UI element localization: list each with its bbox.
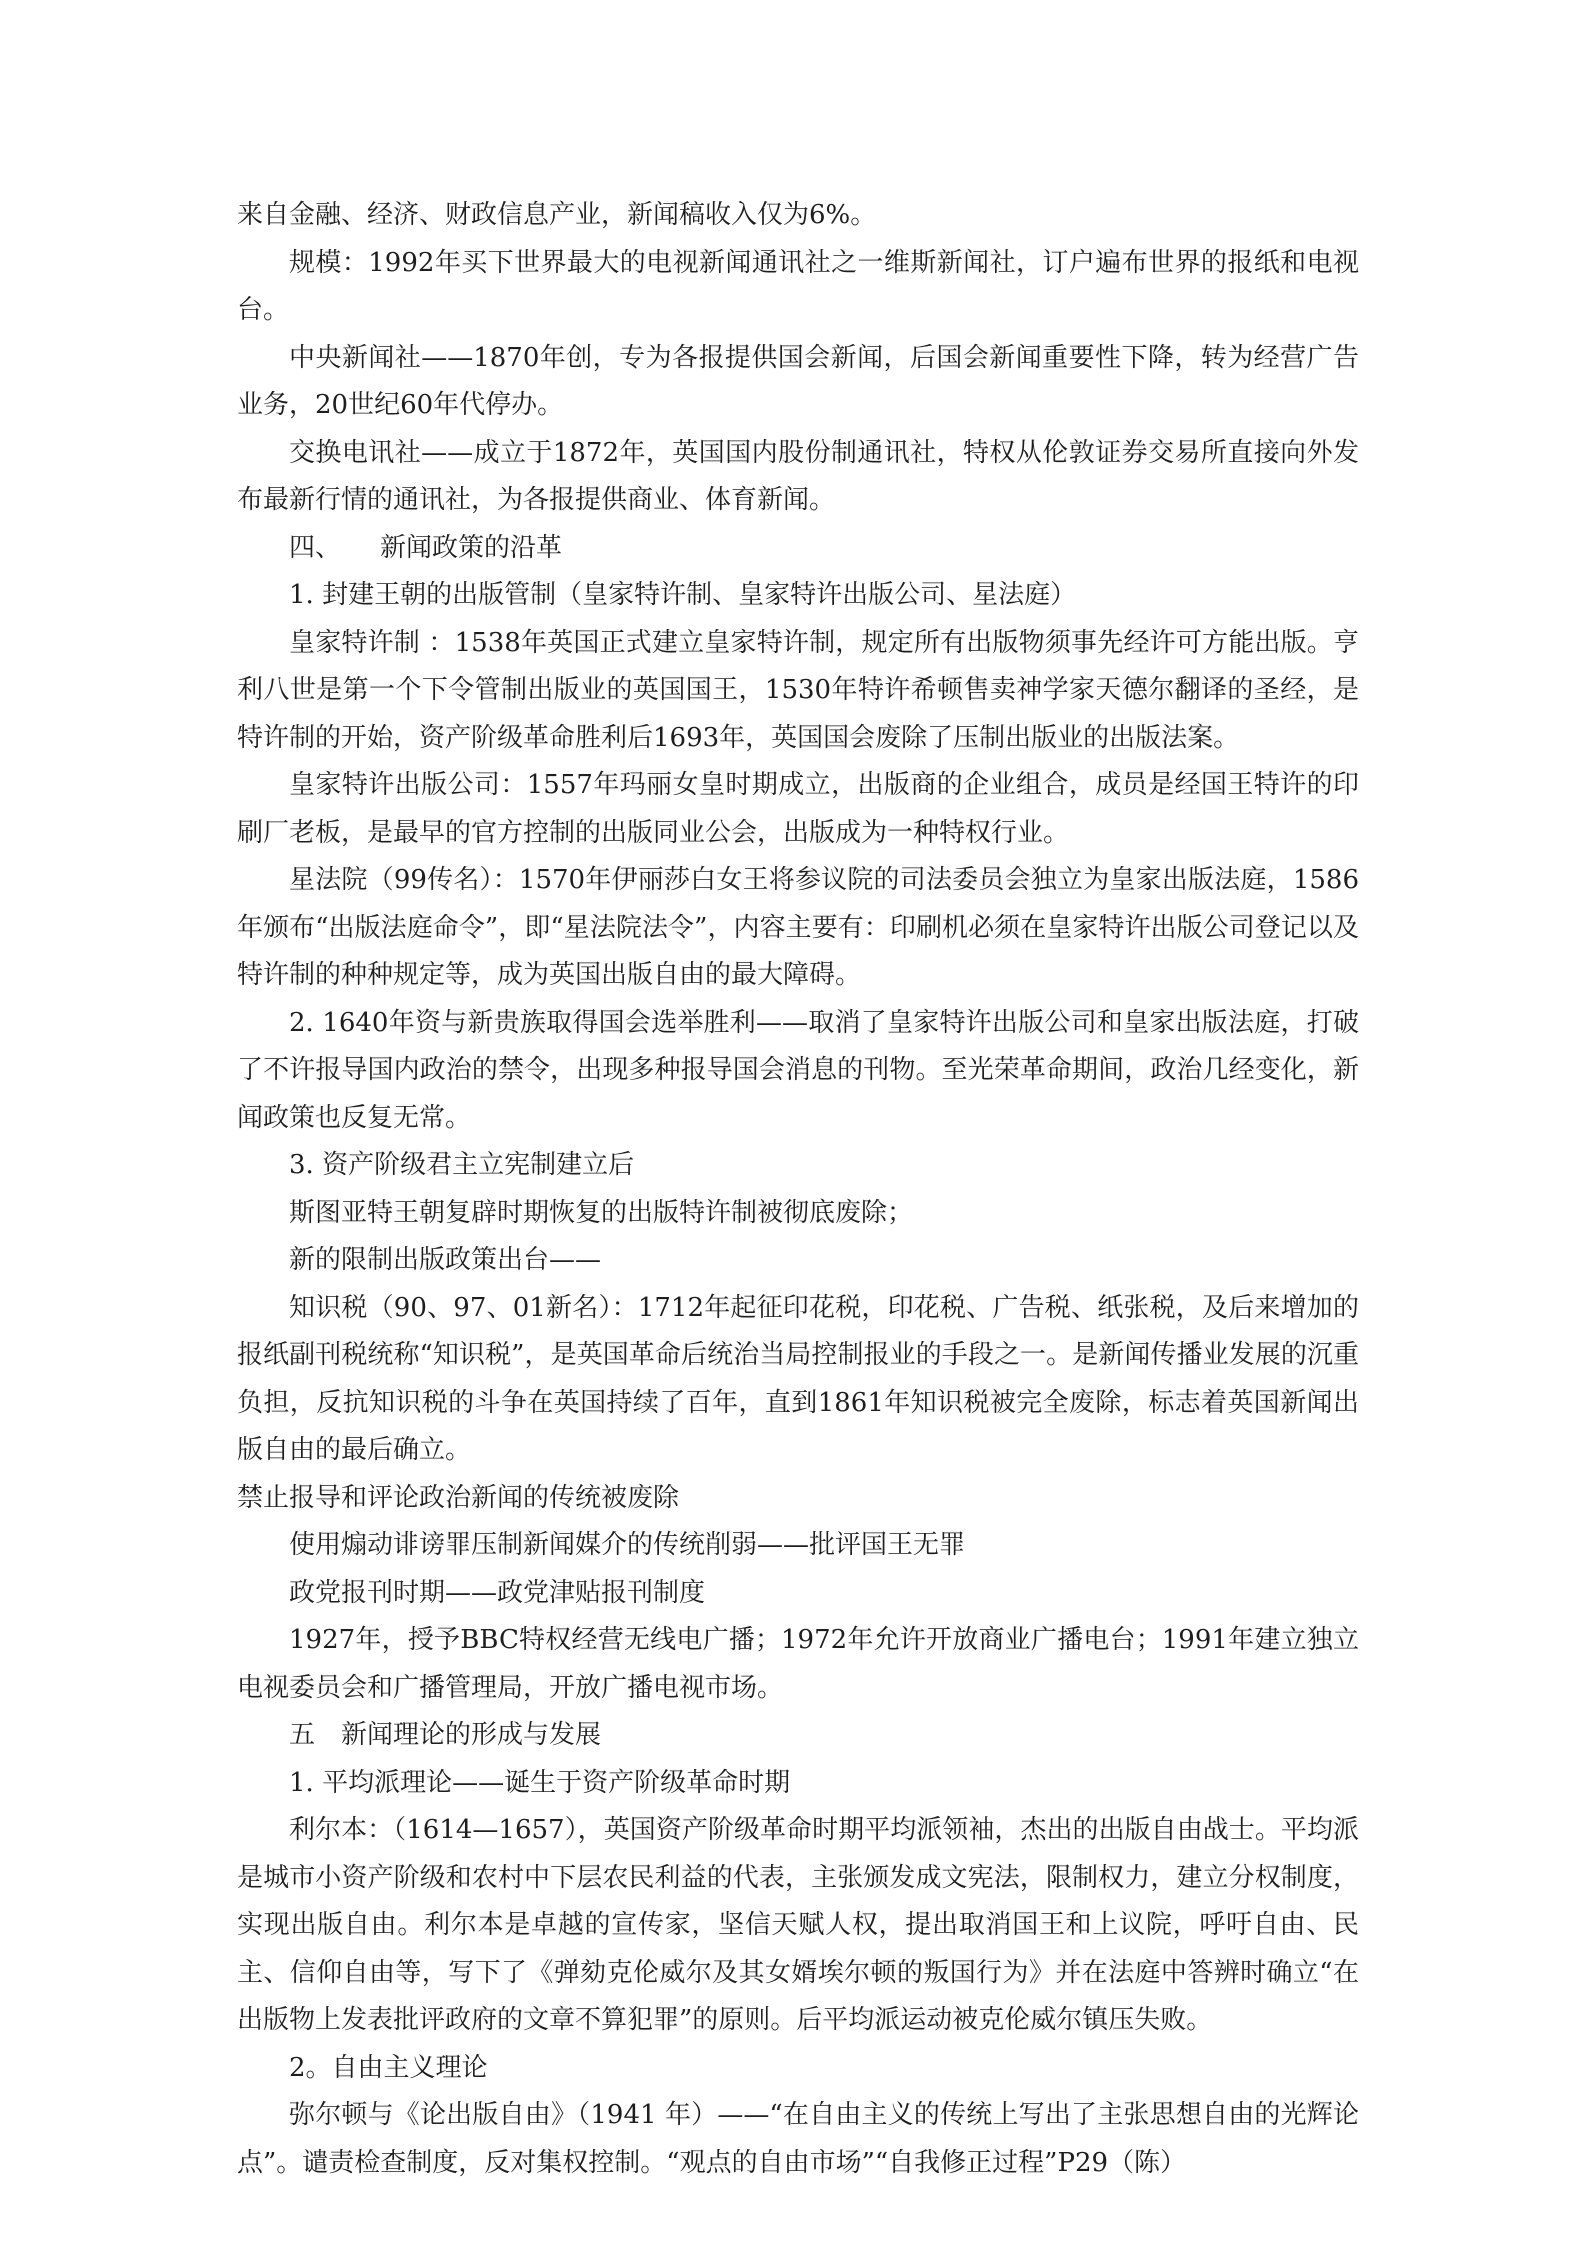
subsection-heading: 1. 平均派理论——诞生于资产阶级革命时期	[289, 1767, 791, 1798]
paragraph: 使用煽动诽谤罪压制新闻媒介的传统削弱——批评国王无罪	[289, 1530, 966, 1560]
section-heading: 四、 新闻政策的沿革	[289, 532, 563, 563]
paragraph: 交换电讯社——成立于1872年，英国国内股份制通讯社，特权从伦敦证券交易所直接向外发布最新行情的通讯社，为各报提供商业、体育新闻。	[237, 437, 1359, 515]
paragraph: 知识税（90、97、01新名）：1712年起征印花税，印花税、广告税、纸张税，及后来增加的报纸副刊税统称“知识税”，是英国革命后统治当局控制报业的手段之一。是新闻传播业发展的沉重负担，反抗知识税的斗争在英国持续了百年，直到1861年知识税被完全废除，标志着英国新闻出版自由的最后确立。	[237, 1292, 1359, 1465]
paragraph: 政党报刊时期——政党津贴报刊制度	[289, 1577, 706, 1608]
paragraph: 规模：1992年买下世界最大的电视新闻通讯社之一维斯新闻社，订户遍布世界的报纸和电视台。	[237, 247, 1359, 325]
paragraph: 利尔本：（1614—1657），英国资产阶级革命时期平均派领袖，杰出的出版自由战士。平均派是城市小资产阶级和农村中下层农民利益的代表，主张颁发成文宪法，限制权力，建立分权制度，实现出版自由。利尔本是卓越的宣传家，坚信天赋人权，提出取消国王和上议院，呼吁自由、民主、信仰自由等，写下了《弹劾克伦威尔及其女婿埃尔顿的叛国行为》并在法庭中答辨时确立“在出版物上发表批评政府的文章不算犯罪”的原则。后平均派运动被克伦威尔镇压失败。	[237, 1815, 1359, 2035]
paragraph: 皇家特许制 ：1538年英国正式建立皇家特许制，规定所有出版物须事先经许可方能出版。亨利八世是第一个下令管制出版业的英国国王，1530年特许希顿售卖神学家天德尔翻译的圣经，是特许制的开始，资产阶级革命胜利后1693年，英国国会废除了压制出版业的出版法案。	[237, 627, 1359, 753]
paragraph: 新的限制出版政策出台——	[289, 1245, 602, 1275]
subsection-heading: 1. 封建王朝的出版管制（皇家特许制、皇家特许出版公司、星法庭）	[289, 580, 1077, 610]
paragraph: 2. 1640年资与新贵族取得国会选举胜利——取消了皇家特许出版公司和皇家出版法庭，打破了不许报导国内政治的禁令，出现多种报导国会消息的刊物。至光荣革命期间，政治几经变化，新闻政策也反复无常。	[237, 1007, 1359, 1133]
paragraph: 弥尔顿与《论出版自由》（1941 年）——“在自由主义的传统上写出了主张思想自由的光辉论点”。谴责检查制度，反对集权控制。“观点的自由市场”“自我修正过程”P29（陈）	[237, 2100, 1359, 2178]
paragraph: 中央新闻社——1870年创，专为各报提供国会新闻，后国会新闻重要性下降，转为经营广告业务，20世纪60年代停办。	[237, 342, 1359, 420]
document-body	[237, 192, 1359, 2187]
paragraph: 星法院（99传名）：1570年伊丽莎白女王将参议院的司法委员会独立为皇家出版法庭，1586年颁布“出版法庭命令”，即“星法院法令”，内容主要有：印刷机必须在皇家特许出版公司登记以及特许制的种种规定等，成为英国出版自由的最大障碍。	[237, 865, 1359, 990]
paragraph: 斯图亚特王朝复辟时期恢复的出版特许制被彻底废除；	[289, 1197, 914, 1228]
section-heading: 五 新闻理论的形成与发展	[289, 1720, 602, 1750]
paragraph: 1927年，授予BBC特权经营无线电广播；1972年允许开放商业广播电台；1991年建立独立电视委员会和广播管理局，开放广播电视市场。	[237, 1625, 1359, 1703]
subsection-heading: 3. 资产阶级君主立宪制建立后	[289, 1150, 635, 1180]
subsection-heading: 2。自由主义理论	[289, 2052, 488, 2083]
paragraph: 来自金融、经济、财政信息产业，新闻稿收入仅为6%。	[237, 200, 877, 230]
paragraph: 禁止报导和评论政治新闻的传统被废除	[237, 1482, 680, 1513]
paragraph: 皇家特许出版公司：1557年玛丽女皇时期成立，出版商的企业组合，成员是经国王特许的印刷厂老板，是最早的官方控制的出版同业公会，出版成为一种特权行业。	[237, 770, 1359, 848]
